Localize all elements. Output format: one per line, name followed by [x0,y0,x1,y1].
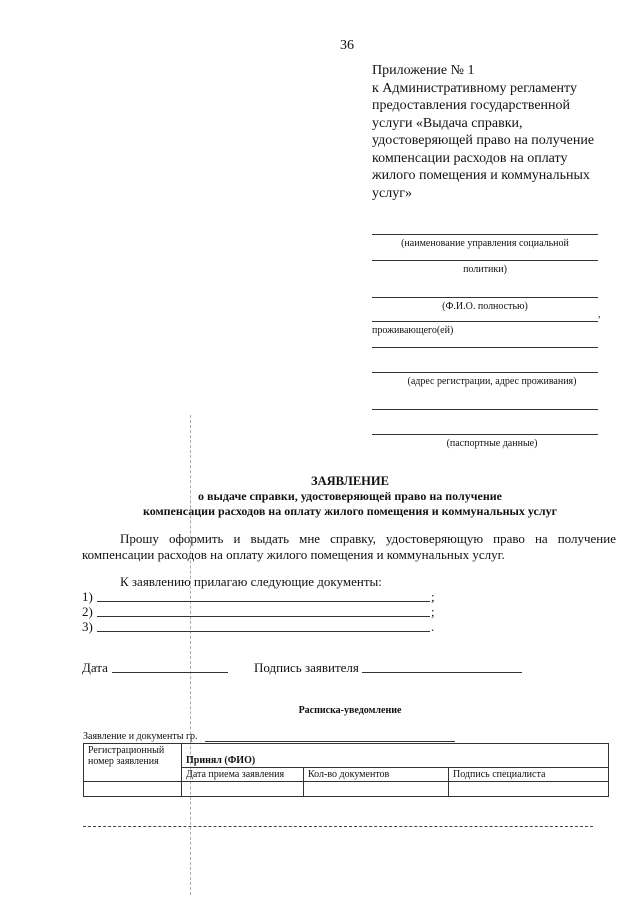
appendix-line: компенсации расходов на оплату [372,150,568,166]
residing-label: проживающего(ей) [372,325,454,336]
signature-label: Подпись заявителя [254,660,359,675]
doc-item-end: ; [431,589,435,604]
doc-item-line[interactable] [97,601,430,602]
doc-item-number: 2) [82,604,93,619]
table-row [84,782,609,797]
title-line-3: компенсации расходов на оплату жилого помещения и коммунальных услуг [142,504,558,518]
table-row [84,744,609,768]
accepted-cell[interactable] [182,744,609,768]
docs-intro: К заявлению прилагаю следующие документы: [120,574,382,589]
fio-line-2[interactable] [372,321,598,322]
address-caption: (адрес регистрации, адрес проживания) [407,376,577,387]
title-main: ЗАЯВЛЕНИЕ [311,474,389,488]
appendix-line: к Административному регламенту [372,80,577,96]
statement-title [80,474,620,519]
fio-comma: , [598,309,601,320]
table-cell[interactable] [182,782,304,797]
authority-caption-2: политики) [463,264,507,275]
page-number: 36 [340,38,354,53]
address-line-1[interactable] [372,347,598,348]
doc-item-line[interactable] [97,616,430,617]
appendix-line: Приложение № 1 [372,63,475,78]
table-header-cell: Дата приема заявления [182,768,304,782]
request-paragraph: Прошу оформить и выдать мне справку, удостоверяющую право на получение компенсации расходов на оплату жилого помещения и коммунальных услуг. [82,531,616,562]
appendix-line: предоставления государственной [372,98,571,113]
reg-number-cell: Регистрационный номер заявления [84,744,182,782]
authority-line-2[interactable] [372,260,598,261]
date-label: Дата [82,660,108,675]
doc-item-end: . [431,619,435,634]
doc-item-number: 3) [82,619,93,634]
table-cell[interactable] [304,782,449,797]
appendix-line: жилого помещения и коммунальных [372,168,590,183]
receipt-from-label: Заявление и документы гр. [83,731,198,742]
table-header-cell: Подпись специалиста [449,768,609,782]
signature-line[interactable] [362,672,522,673]
fio-caption: (Ф.И.О. полностью) [442,301,528,312]
accepted-label: Принял (ФИО) [186,755,256,766]
appendix-line: услуг» [372,185,412,201]
authority-line-1[interactable] [372,234,598,235]
table-cell[interactable] [84,782,182,797]
receipt-title: Расписка-уведомление [298,705,402,716]
fio-line[interactable] [372,297,598,298]
authority-caption-1: (наименование управления социальной [401,238,569,249]
passport-line-1[interactable] [372,409,598,410]
address-line-2[interactable] [372,372,598,373]
appendix-line: услуги «Выдача справки, [372,115,523,131]
passport-line-2[interactable] [372,434,598,435]
table-header-cell: Кол-во документов [304,768,449,782]
passport-caption: (паспортные данные) [446,438,538,449]
receipt-table [83,743,609,797]
table-cell[interactable] [449,782,609,797]
receipt-from-line[interactable] [205,741,455,742]
title-line-2: о выдаче справки, удостоверяющей право на получение [198,489,502,503]
doc-item-line[interactable] [97,631,430,632]
cut-line [83,826,593,827]
date-line[interactable] [112,672,228,673]
appendix-header [372,62,622,202]
doc-item-end: ; [431,604,435,619]
appendix-line: удостоверяющей право на получение [372,133,595,148]
doc-item-number: 1) [82,589,93,604]
